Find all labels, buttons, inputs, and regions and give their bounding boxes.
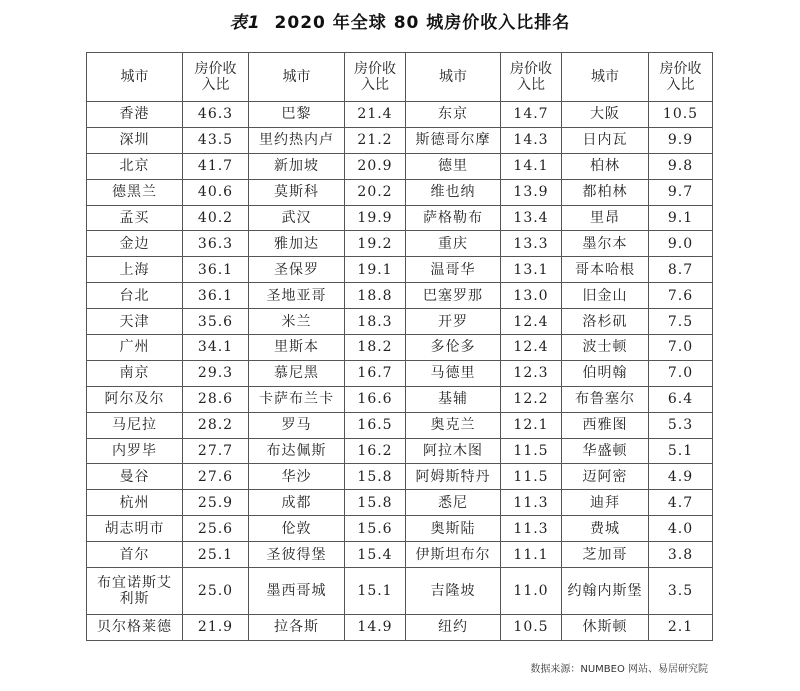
city-cell: 芝加哥	[562, 542, 649, 568]
ratio-cell: 16.5	[345, 412, 406, 438]
ratio-cell: 27.6	[183, 464, 249, 490]
ratio-cell: 14.7	[501, 102, 562, 128]
city-cell: 里约热内卢	[249, 127, 345, 153]
city-cell: 温哥华	[406, 257, 501, 283]
ratio-cell: 14.3	[501, 127, 562, 153]
city-cell: 波士顿	[562, 335, 649, 361]
ratio-cell: 11.1	[501, 542, 562, 568]
city-cell: 吉隆坡	[406, 568, 501, 615]
ratio-cell: 20.9	[345, 153, 406, 179]
ratio-cell: 12.4	[501, 309, 562, 335]
city-cell: 维也纳	[406, 179, 501, 205]
ratio-cell: 28.6	[183, 386, 249, 412]
table-title-text: 2020 年全球 80 城房价收入比排名	[274, 13, 571, 33]
ratio-cell: 25.9	[183, 490, 249, 516]
table-row	[87, 179, 713, 205]
table-row	[87, 257, 713, 283]
header-city: 城市	[249, 53, 345, 102]
city-cell: 日内瓦	[562, 127, 649, 153]
city-cell: 墨尔本	[562, 231, 649, 257]
city-cell: 重庆	[406, 231, 501, 257]
table-row	[87, 568, 713, 615]
city-cell: 圣地亚哥	[249, 283, 345, 309]
city-cell: 贝尔格莱德	[87, 615, 183, 641]
ratio-cell: 40.6	[183, 179, 249, 205]
ranking-table	[86, 52, 713, 641]
table-number: 表1	[229, 13, 261, 33]
city-cell: 迪拜	[562, 490, 649, 516]
city-cell: 阿拉木图	[406, 438, 501, 464]
ratio-cell: 15.6	[345, 516, 406, 542]
city-cell: 萨格勒布	[406, 205, 501, 231]
table-row	[87, 205, 713, 231]
ratio-cell: 11.3	[501, 516, 562, 542]
ratio-cell: 5.3	[649, 412, 713, 438]
ratio-cell: 7.6	[649, 283, 713, 309]
ratio-cell: 16.7	[345, 360, 406, 386]
ratio-cell: 14.1	[501, 153, 562, 179]
city-cell: 布鲁塞尔	[562, 386, 649, 412]
city-cell: 马尼拉	[87, 412, 183, 438]
city-cell: 华沙	[249, 464, 345, 490]
city-cell: 成都	[249, 490, 345, 516]
table-row	[87, 102, 713, 128]
table-row	[87, 360, 713, 386]
ratio-cell: 6.4	[649, 386, 713, 412]
city-cell: 斯德哥尔摩	[406, 127, 501, 153]
ratio-cell: 13.0	[501, 283, 562, 309]
ratio-cell: 43.5	[183, 127, 249, 153]
city-cell: 米兰	[249, 309, 345, 335]
ratio-cell: 34.1	[183, 335, 249, 361]
ratio-cell: 12.1	[501, 412, 562, 438]
table-row	[87, 386, 713, 412]
city-cell: 孟买	[87, 205, 183, 231]
ratio-cell: 25.6	[183, 516, 249, 542]
table-row	[87, 412, 713, 438]
ratio-cell: 10.5	[649, 102, 713, 128]
ratio-cell: 25.0	[183, 568, 249, 615]
city-cell: 奥克兰	[406, 412, 501, 438]
table-row	[87, 231, 713, 257]
city-cell: 德黑兰	[87, 179, 183, 205]
ratio-cell: 4.0	[649, 516, 713, 542]
ratio-cell: 11.0	[501, 568, 562, 615]
ratio-cell: 11.5	[501, 438, 562, 464]
ratio-cell: 16.6	[345, 386, 406, 412]
city-cell: 杭州	[87, 490, 183, 516]
city-cell: 里斯本	[249, 335, 345, 361]
city-cell: 布达佩斯	[249, 438, 345, 464]
table-row	[87, 490, 713, 516]
ratio-cell: 13.1	[501, 257, 562, 283]
city-cell: 大阪	[562, 102, 649, 128]
header-ratio: 房价收 入比	[649, 53, 713, 102]
city-cell: 阿尔及尔	[87, 386, 183, 412]
table-body	[87, 102, 713, 641]
city-cell: 哥本哈根	[562, 257, 649, 283]
city-cell: 奥斯陆	[406, 516, 501, 542]
table-row	[87, 335, 713, 361]
city-cell: 巴黎	[249, 102, 345, 128]
ratio-cell: 36.1	[183, 257, 249, 283]
ratio-cell: 9.0	[649, 231, 713, 257]
ratio-cell: 14.9	[345, 615, 406, 641]
city-cell: 东京	[406, 102, 501, 128]
ratio-cell: 29.3	[183, 360, 249, 386]
city-cell: 巴塞罗那	[406, 283, 501, 309]
city-cell: 曼谷	[87, 464, 183, 490]
city-cell: 天津	[87, 309, 183, 335]
ratio-cell: 12.2	[501, 386, 562, 412]
data-source-note: 数据来源：NUMBEO 网站、易居研究院	[530, 664, 708, 675]
table-title	[0, 8, 800, 33]
city-cell: 圣彼得堡	[249, 542, 345, 568]
city-cell: 卡萨布兰卡	[249, 386, 345, 412]
table-row	[87, 127, 713, 153]
ratio-cell: 9.8	[649, 153, 713, 179]
city-cell: 里昂	[562, 205, 649, 231]
city-cell: 开罗	[406, 309, 501, 335]
city-cell: 马德里	[406, 360, 501, 386]
city-cell: 休斯顿	[562, 615, 649, 641]
ratio-cell: 21.2	[345, 127, 406, 153]
ratio-cell: 4.9	[649, 464, 713, 490]
ratio-cell: 13.9	[501, 179, 562, 205]
ratio-cell: 2.1	[649, 615, 713, 641]
city-cell: 柏林	[562, 153, 649, 179]
city-cell: 深圳	[87, 127, 183, 153]
city-cell: 多伦多	[406, 335, 501, 361]
table-row	[87, 153, 713, 179]
city-cell: 武汉	[249, 205, 345, 231]
ratio-cell: 15.4	[345, 542, 406, 568]
city-cell: 洛杉矶	[562, 309, 649, 335]
table-row	[87, 542, 713, 568]
ratio-cell: 15.1	[345, 568, 406, 615]
ratio-cell: 11.5	[501, 464, 562, 490]
header-ratio: 房价收 入比	[183, 53, 249, 102]
city-cell: 德里	[406, 153, 501, 179]
city-cell: 首尔	[87, 542, 183, 568]
city-cell: 纽约	[406, 615, 501, 641]
city-cell: 迈阿密	[562, 464, 649, 490]
city-cell: 新加坡	[249, 153, 345, 179]
city-cell: 伊斯坦布尔	[406, 542, 501, 568]
city-cell: 阿姆斯特丹	[406, 464, 501, 490]
city-cell: 胡志明市	[87, 516, 183, 542]
city-cell: 约翰内斯堡	[562, 568, 649, 615]
ratio-cell: 3.8	[649, 542, 713, 568]
ratio-cell: 19.2	[345, 231, 406, 257]
ratio-cell: 25.1	[183, 542, 249, 568]
city-cell: 旧金山	[562, 283, 649, 309]
city-cell: 雅加达	[249, 231, 345, 257]
city-cell: 慕尼黑	[249, 360, 345, 386]
city-cell: 悉尼	[406, 490, 501, 516]
table-row	[87, 438, 713, 464]
ratio-cell: 18.2	[345, 335, 406, 361]
ratio-cell: 36.1	[183, 283, 249, 309]
table-row	[87, 309, 713, 335]
city-cell: 华盛顿	[562, 438, 649, 464]
ratio-cell: 46.3	[183, 102, 249, 128]
ratio-cell: 20.2	[345, 179, 406, 205]
header-city: 城市	[87, 53, 183, 102]
ratio-cell: 18.3	[345, 309, 406, 335]
header-ratio: 房价收 入比	[345, 53, 406, 102]
ratio-cell: 8.7	[649, 257, 713, 283]
table-row	[87, 615, 713, 641]
ratio-cell: 4.7	[649, 490, 713, 516]
ratio-cell: 15.8	[345, 490, 406, 516]
ratio-cell: 19.1	[345, 257, 406, 283]
city-cell: 香港	[87, 102, 183, 128]
ratio-cell: 19.9	[345, 205, 406, 231]
city-cell: 拉各斯	[249, 615, 345, 641]
ratio-cell: 11.3	[501, 490, 562, 516]
city-cell: 都柏林	[562, 179, 649, 205]
city-cell: 基辅	[406, 386, 501, 412]
ratio-cell: 7.5	[649, 309, 713, 335]
city-cell: 圣保罗	[249, 257, 345, 283]
ratio-cell: 12.4	[501, 335, 562, 361]
city-cell: 上海	[87, 257, 183, 283]
ratio-cell: 5.1	[649, 438, 713, 464]
ratio-cell: 9.9	[649, 127, 713, 153]
ratio-cell: 16.2	[345, 438, 406, 464]
header-city: 城市	[406, 53, 501, 102]
ratio-cell: 35.6	[183, 309, 249, 335]
ratio-cell: 7.0	[649, 335, 713, 361]
ratio-cell: 21.9	[183, 615, 249, 641]
city-cell: 金边	[87, 231, 183, 257]
ratio-cell: 36.3	[183, 231, 249, 257]
ratio-cell: 13.3	[501, 231, 562, 257]
city-cell: 费城	[562, 516, 649, 542]
ratio-cell: 3.5	[649, 568, 713, 615]
city-cell: 莫斯科	[249, 179, 345, 205]
ratio-cell: 9.7	[649, 179, 713, 205]
ratio-cell: 21.4	[345, 102, 406, 128]
city-cell: 内罗毕	[87, 438, 183, 464]
ratio-cell: 18.8	[345, 283, 406, 309]
city-cell: 墨西哥城	[249, 568, 345, 615]
ratio-cell: 13.4	[501, 205, 562, 231]
city-cell: 台北	[87, 283, 183, 309]
city-cell: 广州	[87, 335, 183, 361]
city-cell: 伦敦	[249, 516, 345, 542]
header-city: 城市	[562, 53, 649, 102]
ratio-cell: 9.1	[649, 205, 713, 231]
header-row	[87, 53, 713, 102]
table-row	[87, 516, 713, 542]
ratio-cell: 15.8	[345, 464, 406, 490]
ratio-cell: 28.2	[183, 412, 249, 438]
city-cell: 西雅图	[562, 412, 649, 438]
table-row	[87, 283, 713, 309]
header-ratio: 房价收 入比	[501, 53, 562, 102]
table-row	[87, 464, 713, 490]
ratio-cell: 12.3	[501, 360, 562, 386]
ratio-cell: 7.0	[649, 360, 713, 386]
city-cell: 罗马	[249, 412, 345, 438]
ratio-cell: 41.7	[183, 153, 249, 179]
city-cell: 伯明翰	[562, 360, 649, 386]
ratio-cell: 27.7	[183, 438, 249, 464]
ratio-cell: 40.2	[183, 205, 249, 231]
city-cell: 北京	[87, 153, 183, 179]
ratio-cell: 10.5	[501, 615, 562, 641]
city-cell: 布宜诺斯艾 利斯	[87, 568, 183, 615]
city-cell: 南京	[87, 360, 183, 386]
